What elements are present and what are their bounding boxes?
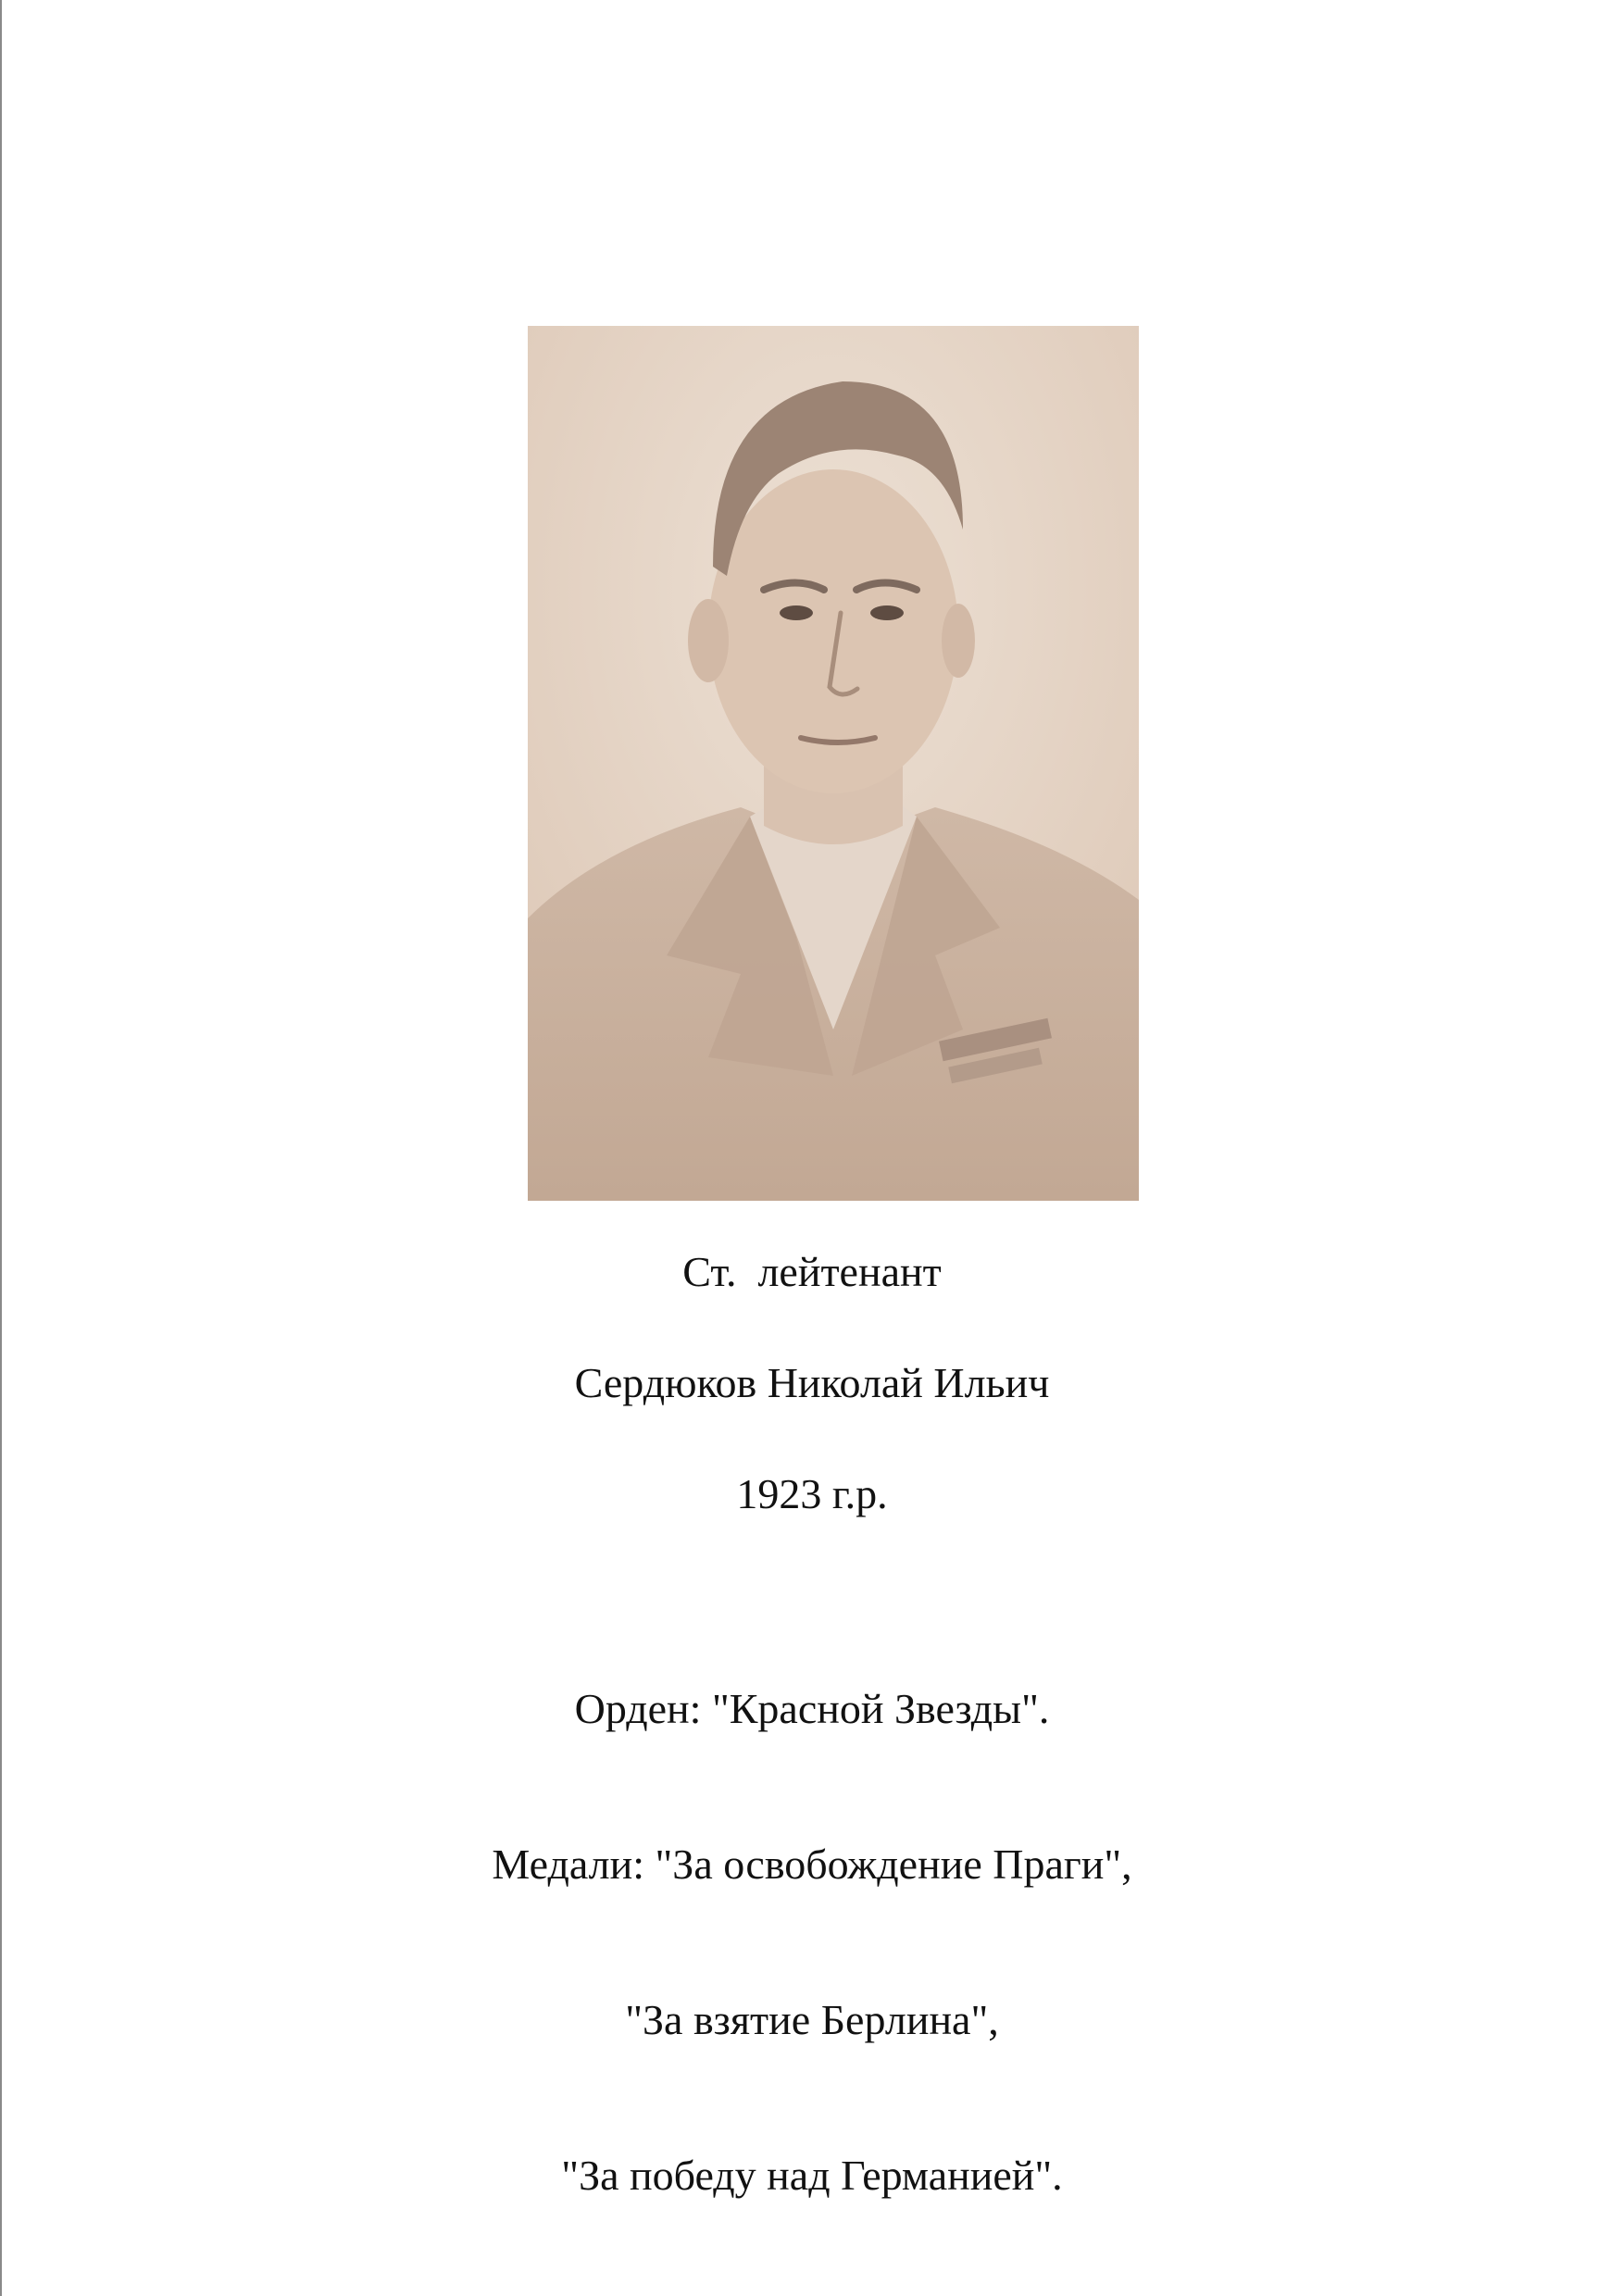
award-line: Орден: "Красной Звезды". (574, 1685, 1050, 1732)
awards-block (0, 1579, 1624, 2253)
birth-year-caption: 1923 г.р. (736, 1470, 888, 1517)
full-name-caption: Сердюков Николай Ильич (574, 1359, 1050, 1406)
award-line: "За победу над Германией". (561, 2152, 1063, 2199)
award-line: "За взятие Берлина", (625, 1996, 999, 2043)
rank-caption: Ст. лейтенант (682, 1248, 942, 1295)
portrait-illustration (528, 326, 1139, 1201)
portrait-photo (528, 326, 1139, 1201)
award-line: Медали: "За освобождение Праги", (492, 1841, 1132, 1888)
